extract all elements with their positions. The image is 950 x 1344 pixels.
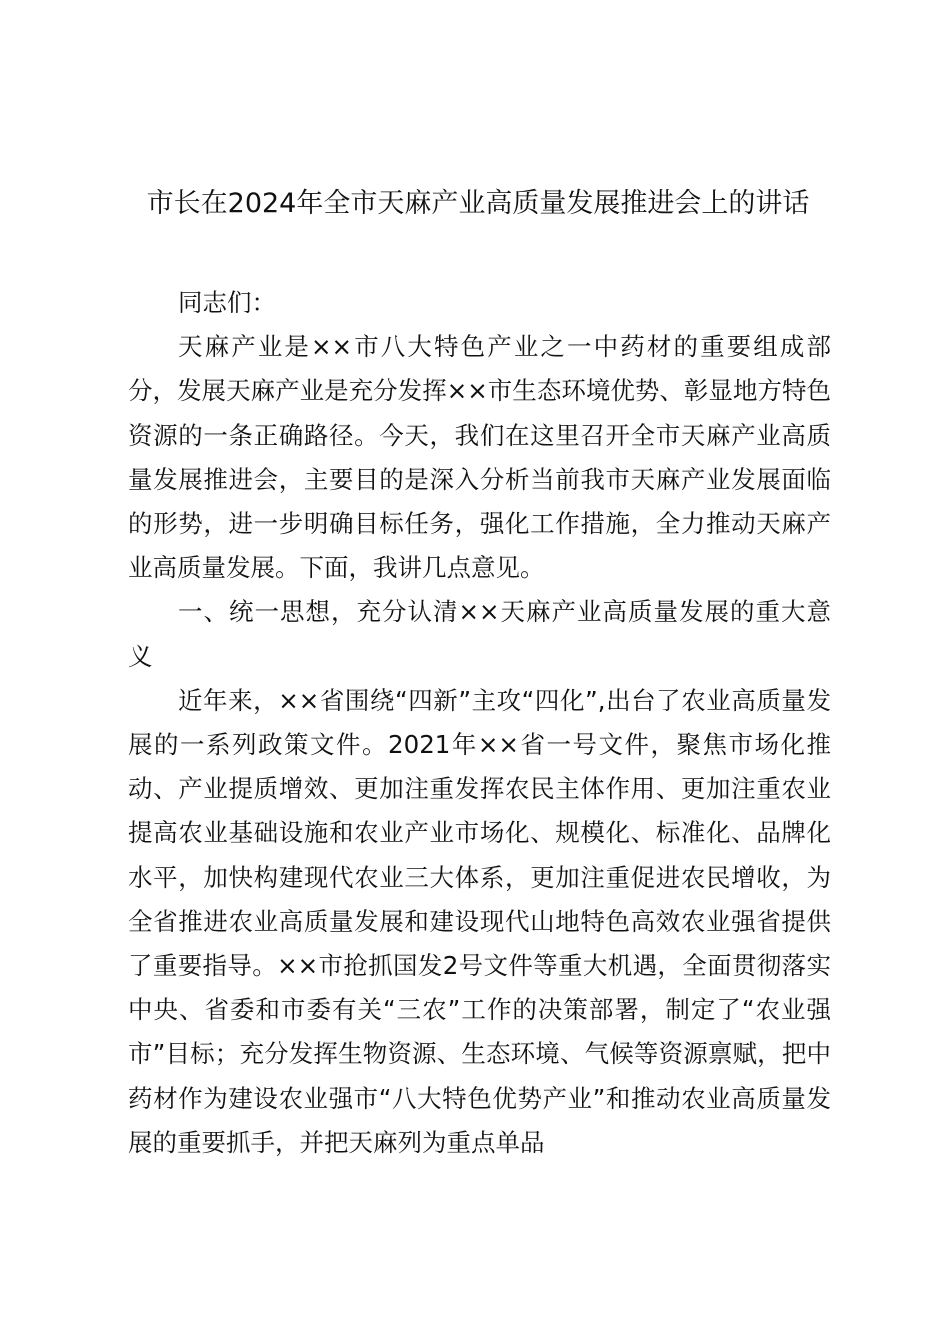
salutation: 同志们： <box>178 288 276 317</box>
section-heading: 一、统一思想，充分认清××天麻产业高质量发展的重大意义 <box>128 597 831 671</box>
document-title: 市长在2024年全市天麻产业高质量发展推进会上的讲话 <box>146 188 810 219</box>
body-paragraph: 近年来，××省围绕“四新”主攻“四化”,出台了农业高质量发展的一系列政策文件。2021年××省一号文件，聚焦市场化推动、产业提质增效、更加注重发挥农民主体作用、更加注重农业提高农业基础设施和农业产业市场化、规模化、标准化、品牌化水平，加快构建现代农业三大体系，更加注重促进农民增收，为全省推进农业高质量发展和建设现代山地特色高效农业强省提供了重要指导。××市抢抓国发2号文件等重大机遇，全面贯彻落实中央、省委和市委有关“三农”工作的决策部署，制定了“农业强市”目标；充分发挥生物资源、生态环境、气候等资源禀赋，把中药材作为建设农业强市“八大特色优势产业”和推动农业高质量发展的重要抓手，并把天麻列为重点单品 <box>128 685 831 1157</box>
document-body <box>128 281 831 1165</box>
intro-paragraph: 天麻产业是××市八大特色产业之一中药材的重要组成部分，发展天麻产业是充分发挥××市生态环境优势、彰显地方特色资源的一条正确路径。今天，我们在这里召开全市天麻产业高质量发展推进会，主要目的是深入分析当前我市天麻产业发展面临的形势，进一步明确目标任务，强化工作措施，全力推动天麻产业高质量发展。下面，我讲几点意见。 <box>128 332 831 583</box>
